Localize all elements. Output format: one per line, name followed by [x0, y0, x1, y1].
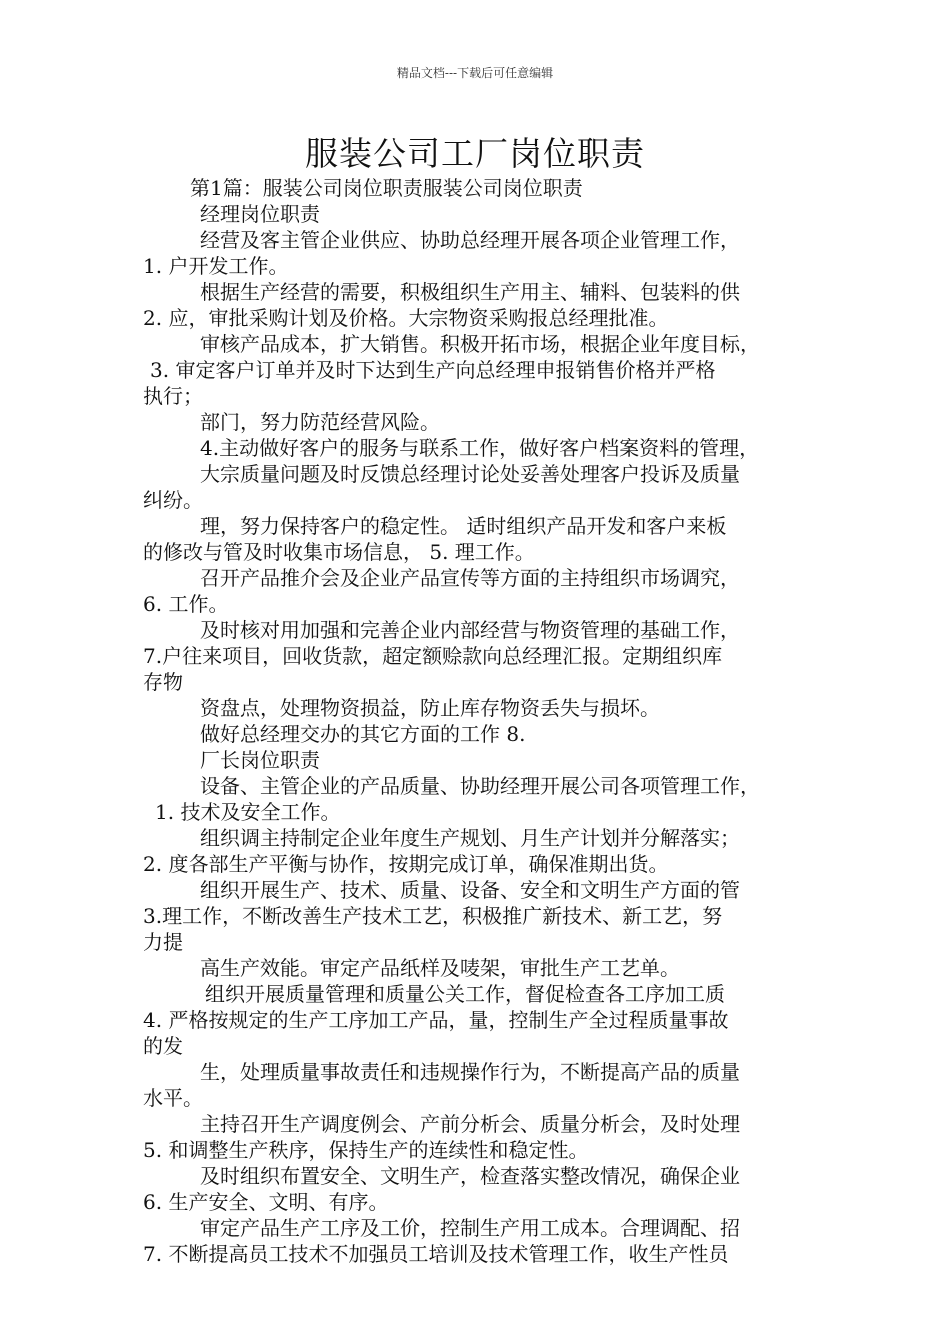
text-line: 做好总经理交办的其它方面的工作 8.: [200, 722, 526, 746]
text-line: 5. 和调整生产秩序，保持生产的连续性和稳定性。: [143, 1138, 589, 1162]
text-line: 3.理工作，不断改善生产技术工艺，积极推广新技术、新工艺，努: [143, 904, 723, 928]
text-line: 水平。: [143, 1086, 203, 1110]
text-line: 审定产品生产工序及工价，控制生产用工成本。合理调配、招: [200, 1216, 740, 1240]
text-line: 根据生产经营的需要，积极组织生产用主、辅料、包装料的供: [200, 280, 740, 304]
text-line: 7. 不断提高员工技术不加强员工培训及技术管理工作，收生产性员: [143, 1242, 729, 1266]
text-line: 6. 工作。: [143, 592, 229, 616]
page-header: 精品文档---下载后可任意编辑: [396, 66, 554, 80]
text-line: 执行；: [143, 384, 203, 408]
text-line: 组织开展质量管理和质量公关工作，督促检查各工序加工质: [205, 982, 725, 1006]
text-line: 厂长岗位职责: [200, 748, 320, 772]
text-line: 4. 严格按规定的生产工序加工产品，量，控制生产全过程质量事故: [143, 1008, 729, 1032]
text-line: 第1篇：服装公司岗位职责服装公司岗位职责: [190, 176, 583, 200]
text-line: 的修改与管及时收集市场信息， 5. 理工作。: [143, 540, 535, 564]
text-line: 1. 技术及安全工作。: [155, 800, 341, 824]
page-title: 服装公司工厂岗位职责: [305, 134, 645, 173]
text-line: 大宗质量问题及时反馈总经理讨论处妥善处理客户投诉及质量: [200, 462, 740, 486]
text-line: 审核产品成本，扩大销售。积极开拓市场，根据企业年度目标，: [200, 332, 760, 356]
text-line: 及时核对用加强和完善企业内部经营与物资管理的基础工作，: [200, 618, 740, 642]
text-line: 的发: [143, 1034, 183, 1058]
text-line: 力提: [143, 930, 183, 954]
text-line: 2. 应，审批采购计划及价格。大宗物资采购报总经理批准。: [143, 306, 669, 330]
text-line: 组织调主持制定企业年度生产规划、月生产计划并分解落实；: [200, 826, 740, 850]
text-line: 4.主动做好客户的服务与联系工作，做好客户档案资料的管理，: [200, 436, 760, 460]
text-line: 1. 户开发工作。: [143, 254, 289, 278]
text-line: 3. 审定客户订单并及时下达到生产向总经理申报销售价格并严格: [150, 358, 716, 382]
text-line: 2. 度各部生产平衡与协作，按期完成订单，确保准期出货。: [143, 852, 669, 876]
text-line: 设备、主管企业的产品质量、协助经理开展公司各项管理工作，: [200, 774, 760, 798]
text-line: 存物: [143, 670, 183, 694]
text-line: 资盘点，处理物资损益，防止库存物资丢失与损坏。: [200, 696, 660, 720]
text-line: 经营及客主管企业供应、协助总经理开展各项企业管理工作，: [200, 228, 740, 252]
text-line: 纠纷。: [143, 488, 203, 512]
text-line: 经理岗位职责: [200, 202, 320, 226]
text-line: 7.户往来项目，回收货款，超定额赊款向总经理汇报。定期组织库: [143, 644, 723, 668]
text-line: 6. 生产安全、文明、有序。: [143, 1190, 389, 1214]
text-line: 生，处理质量事故责任和违规操作行为，不断提高产品的质量: [200, 1060, 740, 1084]
text-line: 及时组织布置安全、文明生产，检查落实整改情况，确保企业: [200, 1164, 740, 1188]
text-line: 组织开展生产、技术、质量、设备、安全和文明生产方面的管: [200, 878, 740, 902]
text-line: 召开产品推介会及企业产品宣传等方面的主持组织市场调究，: [200, 566, 740, 590]
text-line: 高生产效能。审定产品纸样及唛架，审批生产工艺单。: [200, 956, 680, 980]
text-line: 部门，努力防范经营风险。: [200, 410, 440, 434]
text-line: 主持召开生产调度例会、产前分析会、质量分析会，及时处理: [200, 1112, 740, 1136]
text-line: 理，努力保持客户的稳定性。 适时组织产品开发和客户来板: [200, 514, 727, 538]
